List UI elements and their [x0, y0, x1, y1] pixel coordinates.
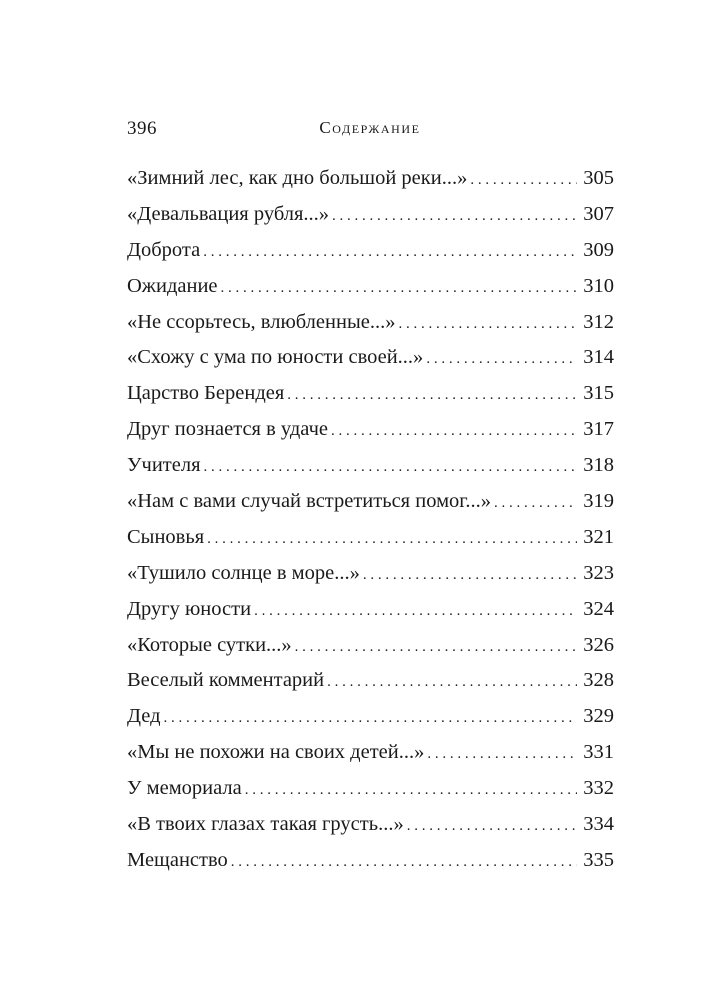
toc-entry-page: 323 [583, 561, 614, 584]
toc-entry-page: 331 [583, 741, 614, 764]
dot-leader [494, 488, 577, 518]
toc-entry-page: 328 [583, 669, 614, 692]
toc-entry[interactable] [127, 199, 614, 235]
toc-entry-page: 324 [583, 597, 614, 620]
toc-entry-title: Ожидание [127, 274, 218, 297]
toc-entry-title: «Девальвация рубля...» [127, 202, 330, 225]
toc-entry[interactable] [127, 414, 614, 450]
toc-entry-page: 332 [583, 777, 614, 800]
dot-leader [295, 632, 577, 662]
toc-entry-title: «Нам с вами случай встретиться помог...» [127, 490, 492, 513]
toc-entry-title: Друг познается в удаче [127, 418, 328, 441]
toc-entry-page: 318 [583, 454, 614, 477]
dot-leader [221, 273, 577, 303]
page-header [127, 118, 613, 142]
toc-entry-title: «Схожу с ума по юности своей...» [127, 346, 424, 369]
toc-entry-title: «Мы не похожи на своих детей...» [127, 741, 425, 764]
toc-entry-page: 312 [583, 310, 614, 333]
toc-entry-page: 334 [583, 813, 614, 836]
toc-entry-page: 307 [583, 202, 614, 225]
dot-leader [407, 811, 577, 841]
toc-entry-page: 305 [583, 167, 614, 189]
toc-entry[interactable] [127, 630, 614, 666]
dot-leader [327, 667, 577, 697]
toc-entry-title: «Не ссорьтесь, влюбленные...» [127, 310, 396, 333]
dot-leader [331, 416, 577, 446]
toc-entry[interactable] [127, 450, 614, 486]
dot-leader [470, 165, 577, 195]
toc-entry-title: Мещанство [127, 848, 228, 871]
dot-leader [207, 524, 577, 554]
toc-entry[interactable] [127, 558, 614, 594]
toc-entry[interactable] [127, 378, 614, 414]
toc-entry-page: 310 [583, 274, 614, 297]
toc-entry[interactable] [127, 737, 614, 773]
toc-entry[interactable] [127, 307, 614, 343]
dot-leader [363, 560, 577, 590]
toc-entry[interactable] [127, 845, 614, 881]
toc-entry-page: 314 [583, 346, 614, 369]
toc-entry-page: 315 [583, 382, 614, 405]
toc-entry[interactable] [127, 235, 614, 271]
running-head: Содержание [319, 118, 421, 137]
toc-entry-page: 317 [583, 418, 614, 441]
dot-leader [203, 237, 577, 267]
toc-entry-title: Царство Берендея [127, 382, 285, 405]
toc-entry-title: Другу юности [127, 597, 252, 620]
toc-entry-title: «Тушило солнце в море...» [127, 561, 360, 584]
toc-entry[interactable] [127, 522, 614, 558]
toc-entry[interactable] [127, 163, 614, 199]
toc-entry[interactable] [127, 342, 614, 378]
dot-leader [427, 739, 577, 769]
toc-entry-title: «В твоих глазах такая грусть...» [127, 813, 404, 836]
toc-entry[interactable] [127, 594, 614, 630]
toc-entry-page: 329 [583, 705, 614, 728]
dot-leader [332, 201, 577, 231]
toc-entry-title: Учителя [127, 454, 201, 477]
toc-entry-title: «Зимний лес, как дно большой реки...» [127, 167, 468, 189]
dot-leader [164, 703, 578, 733]
dot-leader [254, 596, 577, 626]
dot-leader [398, 309, 577, 339]
toc-entry[interactable] [127, 665, 614, 701]
toc-entry[interactable] [127, 486, 614, 522]
dot-leader [204, 452, 577, 482]
toc-entry-title: Дед [127, 705, 161, 728]
toc-entry[interactable] [127, 773, 614, 809]
table-of-contents [127, 163, 614, 881]
toc-entry-page: 321 [583, 525, 614, 548]
dot-leader [245, 775, 577, 805]
dot-leader [231, 847, 577, 877]
toc-entry-page: 309 [583, 238, 614, 261]
toc-entry-title: Сыновья [127, 525, 205, 548]
toc-entry-page: 326 [583, 633, 614, 656]
dot-leader [287, 380, 577, 410]
toc-entry-title: У мемориала [127, 777, 242, 800]
page-number: 396 [127, 118, 157, 139]
toc-entry-page: 319 [583, 490, 614, 513]
toc-entry-title: «Которые сутки...» [127, 633, 292, 656]
dot-leader [426, 344, 577, 374]
toc-entry[interactable] [127, 809, 614, 845]
toc-entry-title: Веселый комментарий [127, 669, 325, 692]
toc-entry[interactable] [127, 271, 614, 307]
toc-entry[interactable] [127, 701, 614, 737]
toc-entry-title: Доброта [127, 238, 201, 261]
toc-entry-page: 335 [583, 848, 614, 871]
